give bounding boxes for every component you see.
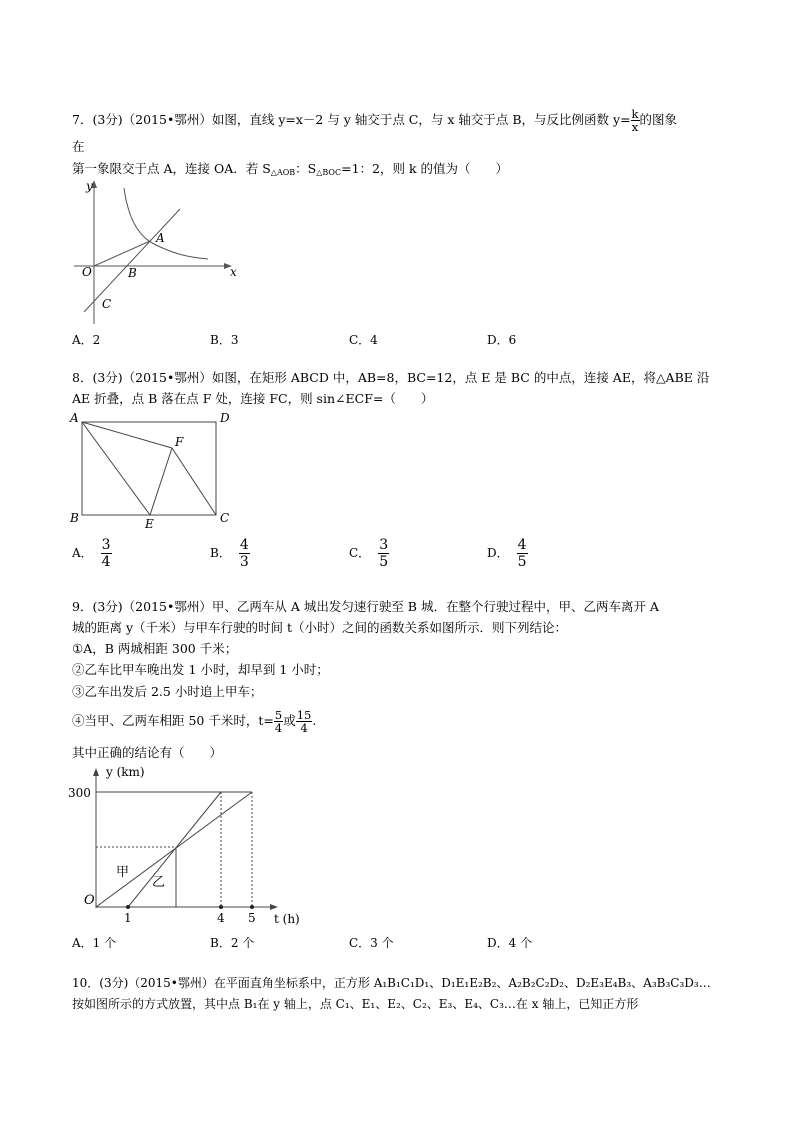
option-label: A． (72, 546, 93, 560)
q9-label-jia: 甲 (116, 865, 130, 880)
q8-rectangle-abcd (82, 422, 216, 515)
q7-text-c: =1：2，则 k 的值为（ ） (341, 161, 509, 176)
option-label: D． (487, 546, 509, 560)
q7-text-b: ：S (295, 161, 317, 176)
fraction-denominator: 5 (517, 554, 527, 570)
q7-option-c[interactable]: C．4 (349, 333, 378, 347)
q9-x-axis-arrow (270, 904, 278, 910)
q8-option-a-fraction (101, 537, 112, 570)
q7-label-c: C (102, 297, 112, 311)
q9-label-origin: O (84, 893, 95, 908)
q9-label-t5: 5 (248, 911, 256, 925)
q9-s4-end: . (312, 713, 317, 728)
q8-stem-line1: 8．(3分)（2015•鄂州）如图，在矩形 ABCD 中，AB=8，BC=12，点 E 是 BC 的中点，连接 AE，将△ABE 沿 (72, 370, 710, 385)
q7-label-y: y (86, 179, 93, 193)
q9-stem-line2: 城的距离 y（千米）与甲车行驶的时间 t（小时）之间的函数关系如图所示．则下列结论： (72, 620, 568, 635)
q9-label-300: 300 (68, 786, 91, 800)
q9-graph (68, 762, 308, 930)
q7-label-a: A (156, 231, 165, 245)
q9-stem-line1: 9．(3分)（2015•鄂州）甲、乙两车从 A 城出发匀速行驶至 B 城．在整个行驶过程中，甲、乙两车离开 A (72, 599, 659, 614)
fraction-numerator: 3 (379, 537, 389, 553)
q9-label-yi: 乙 (152, 875, 166, 890)
q7-label-o: O (82, 265, 92, 279)
q9-statement-4 (72, 709, 316, 734)
q8-option-c-fraction (378, 537, 389, 570)
q9-statement-3: ③乙车出发后 2.5 小时追上甲车； (72, 684, 263, 699)
q8-option-b[interactable] (210, 537, 250, 570)
q8-label-f: F (175, 435, 184, 449)
fraction-denominator: 4 (101, 554, 111, 570)
q8-segment-af (82, 422, 172, 448)
q8-label-c: C (220, 511, 230, 525)
q7-label-b: B (128, 266, 137, 280)
q8-option-d[interactable] (487, 537, 528, 570)
q8-figure (66, 410, 241, 532)
q9-option-a[interactable]: A．1 个 (72, 936, 117, 950)
q7-option-d[interactable]: D．6 (487, 333, 517, 347)
q7-subscript-aob: △AOB (270, 168, 296, 177)
q9-statement-1: ①A，B 两城相距 300 千米； (72, 641, 238, 656)
q8-option-b-fraction (239, 537, 250, 570)
q9-point-t5 (250, 905, 254, 909)
q8-label-b: B (70, 511, 79, 525)
q9-fraction-5-4 (274, 709, 283, 734)
q9-option-c[interactable]: C．3 个 (349, 936, 394, 950)
q10-stem-line1: 10．(3分)（2015•鄂州）在平面直角坐标系中，正方形 A₁B₁C₁D₁、D₁E₁E₂B₂、A₂B₂C₂D₂、D₂E₃E₄B₃、A₃B₃C₃D₃… (72, 976, 711, 990)
q9-point-t1 (126, 905, 130, 909)
fraction-numerator: 4 (517, 537, 527, 553)
q7-subscript-boc: △BOC (316, 168, 342, 177)
q7-segment-oa (94, 241, 150, 266)
q9-question: 其中正确的结论有（ ） (72, 745, 223, 760)
q9-label-t4: 4 (217, 911, 225, 925)
fraction-denominator: x (631, 120, 639, 134)
q8-option-d-fraction (517, 537, 528, 570)
q8-segment-fc (172, 448, 216, 515)
option-label: C． (349, 546, 371, 560)
fraction-denominator: 5 (379, 554, 389, 570)
q8-segment-ae (82, 422, 150, 515)
q7-stem-text: 7．(3分)（2015•鄂州）如图，直线 y=x－2 与 y 轴交于点 C，与 x 轴交于点 B，与反比例函数 y= (72, 112, 631, 127)
q9-point-t4 (219, 905, 223, 909)
q9-label-ylabel: y (km) (106, 765, 145, 779)
q7-stem-line1 (72, 108, 677, 133)
q7-label-x: x (230, 265, 237, 279)
q7-fraction-k-over-x (631, 108, 640, 133)
q9-label-xlabel: t (h) (274, 912, 300, 926)
fraction-numerator: 15 (296, 708, 312, 722)
q7-figure (72, 178, 252, 326)
q8-label-a: A (70, 411, 79, 425)
fraction-numerator: 4 (239, 537, 249, 553)
q8-segment-ef (150, 448, 172, 515)
fraction-numerator: k (631, 107, 639, 121)
q9-line-yi (128, 792, 221, 907)
fraction-denominator: 3 (239, 554, 249, 570)
q8-label-e: E (145, 517, 154, 531)
q7-stem-text-end: 的图象 (639, 112, 678, 127)
q9-option-b[interactable]: B．2 个 (210, 936, 255, 950)
q9-option-d[interactable]: D．4 个 (487, 936, 533, 950)
q9-y-axis-arrow (93, 768, 99, 776)
q9-fraction-15-4 (296, 709, 313, 734)
q10-stem-line2: 按如图所示的方式放置，其中点 B₁在 y 轴上，点 C₁、E₁、E₂、C₂、E₃、E₄、C₃…在 x 轴上，已知正方形 (72, 997, 639, 1011)
option-label: B． (210, 546, 231, 560)
q7-line (84, 209, 180, 312)
q9-label-t1: 1 (124, 911, 132, 925)
q7-option-b[interactable]: B．3 (210, 333, 239, 347)
q7-text-a: 第一象限交于点 A，连接 OA．若 S (72, 161, 271, 176)
fraction-numerator: 5 (274, 708, 283, 722)
q8-option-a[interactable] (72, 537, 112, 570)
q9-statement-2: ②乙车比甲车晚出发 1 小时，却早到 1 小时； (72, 662, 329, 677)
q9-s4-text: ④当甲、乙两车相距 50 千米时，t= (72, 713, 274, 728)
q7-stem-line2: 在 (72, 139, 85, 154)
fraction-denominator: 4 (300, 721, 308, 735)
q7-option-a[interactable]: A．2 (72, 333, 101, 347)
fraction-numerator: 3 (101, 537, 111, 553)
q8-stem-line2: AE 折叠，点 B 落在点 F 处，连接 FC，则 sin∠ECF=（ ） (72, 391, 434, 406)
q8-option-c[interactable] (349, 537, 389, 570)
q9-s4-or: 或 (283, 713, 296, 728)
fraction-denominator: 4 (274, 721, 283, 735)
q8-label-d: D (220, 411, 230, 425)
